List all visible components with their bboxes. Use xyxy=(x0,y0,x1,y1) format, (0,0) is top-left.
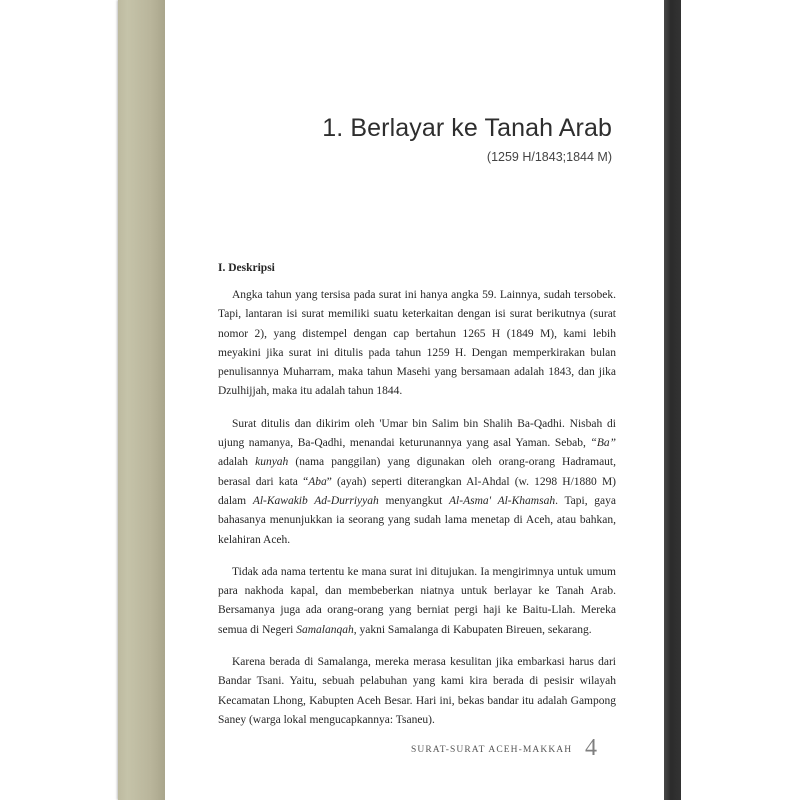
text-segment: Angka tahun yang tersisa pada surat ini hanya angka 59. Lainnya, sudah tersobek. Tapi, lantaran isi surat memiliki suatu keterkaitan dengan isi surat berikutnya (surat nomor 2), yang distempel dengan cap bertahun 1265 H (1849 M), kami lebih meyakini jika surat ini ditulis pada tahun 1259 H. Dengan memperkirakan bulan penulisannya Muharram, maka tahun Masehi yang bersamaan adalah 1843, dan jika Dzulhijjah, maka itu adalah tahun 1844. xyxy=(218,289,616,398)
text-segment: Karena berada di Samalanga, mereka merasa kesulitan jika embarkasi harus dari Bandar Tsani. Yaitu, sebuah pelabuhan yang kami kira berada di pesisir wilayah Kecamatan Lhong, Kabupten Aceh Besar. Hari ini, bekas bandar itu adalah Gampong Saney (warga lokal mengucapkannya: Tsaneu). xyxy=(218,656,616,726)
book-edge-shadow xyxy=(664,0,681,800)
book-page xyxy=(118,0,664,800)
text-segment: (nama panggilan) yang digunakan oleh orang-orang Hadramaut, berasal dari kata “ xyxy=(218,456,616,488)
text-segment: ” (ayah) seperti diterangkan Al-Ahdal (w. 1298 H/1880 M) dalam xyxy=(218,475,617,507)
italic-term: Al-Asma' Al-Khamsah xyxy=(449,494,556,507)
text-segment: . Tapi, gaya bahasanya menunjukkan ia seorang yang sudah lama menetap di Aceh, atau bahkan, kelahiran Aceh. xyxy=(218,494,616,546)
section-heading: I. Deskripsi xyxy=(218,262,275,274)
italic-term: kunyah xyxy=(255,456,289,469)
text-segment: adalah xyxy=(218,456,256,469)
body-paragraph xyxy=(218,286,616,402)
text-segment: Tidak ada nama tertentu ke mana surat ini ditujukan. Ia mengirimnya untuk umum para nakhoda kapal, dan membeberkan niatnya untuk berlayar ke Tanah Arab. Bersamanya juga ada orang-orang yang berniat pergi haji ke Baitu-Llah. Mereka semua di Negeri xyxy=(218,565,616,636)
body-paragraph xyxy=(218,415,616,550)
chapter-title: 1. Berlayar ke Tanah Arab xyxy=(322,114,612,142)
italic-term: Samalanqah xyxy=(296,623,354,636)
text-segment: Surat ditulis dan dikirim oleh 'Umar bin Salim bin Shalih Ba-Qadhi. Nisbah di ujung namanya, Ba-Qadhi, menandai keturunannya yang asal Yaman. Sebab, xyxy=(218,417,616,450)
italic-term: “Ba” xyxy=(590,437,616,450)
page-spine-band xyxy=(118,0,165,800)
body-paragraph xyxy=(218,563,616,640)
italic-term: Al-Kawakib Ad-Durriyyah xyxy=(252,494,379,507)
italic-term: Aba xyxy=(308,475,327,488)
chapter-subtitle: (1259 H/1843;1844 M) xyxy=(486,150,612,164)
text-segment: , yakni Samalanga di Kabupaten Bireuen, sekarang. xyxy=(353,623,592,636)
running-footer: SURAT-SURAT ACEH-MAKKAH xyxy=(411,745,573,755)
paragraph-list xyxy=(218,286,616,730)
text-segment: menyangkut xyxy=(378,494,450,507)
page-number: 4 xyxy=(585,735,597,761)
body-paragraph xyxy=(218,653,616,730)
page-body xyxy=(218,262,616,743)
